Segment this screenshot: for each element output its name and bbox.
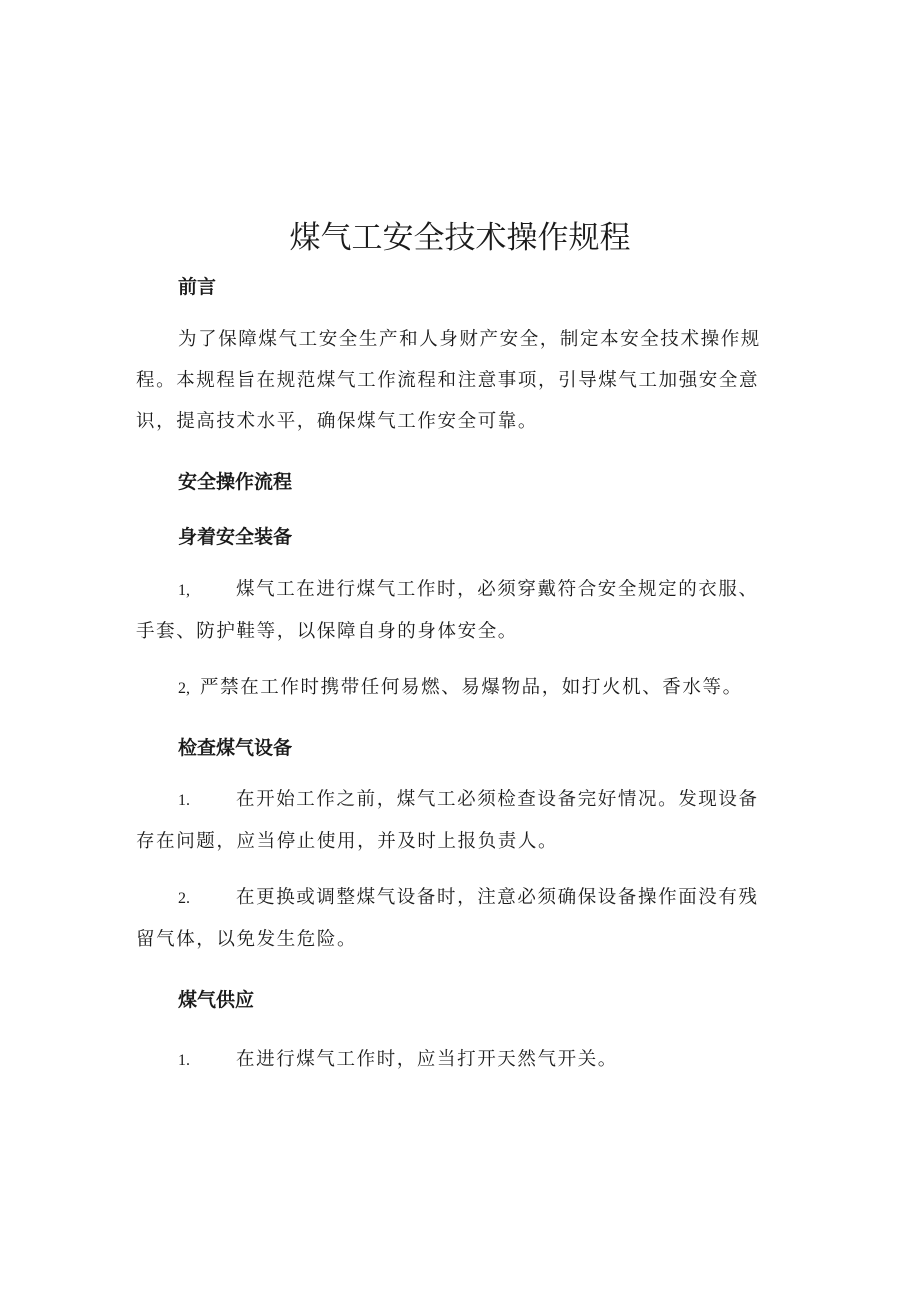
safety-equipment-heading: 身着安全装备 <box>178 526 293 548</box>
list-item <box>136 877 764 960</box>
preface-heading: 前言 <box>178 276 217 298</box>
list-item-text: 在进行煤气工作时，应当打开天然气开关。 <box>236 1049 618 1070</box>
safety-procedure-heading: 安全操作流程 <box>178 471 293 493</box>
list-item-text: 严禁在工作时携带任何易燃、易爆物品，如打火机、香水等。 <box>200 677 743 698</box>
list-item-text: 在更换或调整煤气设备时，注意必须确保设备操作面没有残留气体，以免发生危险。 <box>136 887 759 950</box>
list-item-number: 1, <box>178 582 190 599</box>
list-item-number: 1. <box>178 1052 190 1069</box>
document-title: 煤气工安全技术操作规程 <box>289 220 631 256</box>
check-equipment-heading: 检查煤气设备 <box>178 737 293 759</box>
list-item <box>136 779 764 862</box>
list-item-number: 1. <box>178 792 190 809</box>
list-item <box>136 569 764 652</box>
list-item-text: 在开始工作之前，煤气工必须检查设备完好情况。发现设备存在问题，应当停止使用，并及时上报负责人。 <box>136 789 759 852</box>
list-item <box>136 1039 764 1081</box>
gas-supply-heading: 煤气供应 <box>178 989 255 1011</box>
list-item-number: 2, <box>178 680 190 697</box>
list-item-text: 煤气工在进行煤气工作时，必须穿戴符合安全规定的衣服、手套、防护鞋等，以保障自身的身体安全。 <box>136 579 759 642</box>
list-item-number: 2. <box>178 890 190 907</box>
preface-paragraph: 为了保障煤气工安全生产和人身财产安全，制定本安全技术操作规程。本规程旨在规范煤气工作流程和注意事项，引导煤气工加强安全意识，提高技术水平，确保煤气工作安全可靠。 <box>136 329 761 432</box>
list-item <box>136 667 764 709</box>
